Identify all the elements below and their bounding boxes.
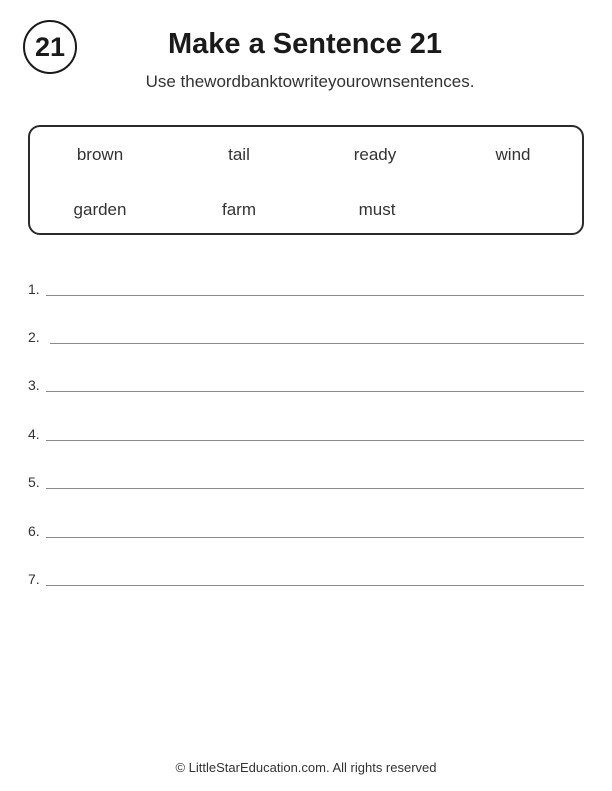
copyright-footer: © LittleStarEducation.com. All rights reserved <box>175 760 437 775</box>
page-title: Make a Sentence 21 <box>167 28 443 60</box>
answer-line-3[interactable] <box>28 377 584 401</box>
writing-line[interactable] <box>46 391 584 392</box>
answer-line-number: 6. <box>28 523 40 539</box>
writing-line[interactable] <box>46 488 584 489</box>
worksheet-number-badge: 21 <box>23 20 77 74</box>
answer-line-number: 5. <box>28 474 40 490</box>
writing-line[interactable] <box>46 440 584 441</box>
answer-line-2[interactable] <box>28 329 584 353</box>
word-bank-word: must <box>358 200 396 219</box>
answer-line-number: 7. <box>28 571 40 587</box>
writing-line[interactable] <box>46 537 584 538</box>
writing-line[interactable] <box>46 295 584 296</box>
word-bank-word: wind <box>495 145 531 164</box>
word-bank-word: ready <box>353 145 397 164</box>
answer-line-number: 1. <box>28 281 40 297</box>
answer-line-number: 2. <box>28 329 40 345</box>
word-bank-word: garden <box>73 200 127 219</box>
writing-line[interactable] <box>50 343 584 344</box>
answer-line-1[interactable] <box>28 281 584 305</box>
word-bank-word: tail <box>228 145 250 164</box>
answer-line-4[interactable] <box>28 426 584 450</box>
word-bank-word: farm <box>222 200 256 219</box>
answer-line-6[interactable] <box>28 523 584 547</box>
writing-line[interactable] <box>46 585 584 586</box>
answer-line-7[interactable] <box>28 571 584 595</box>
word-bank-word: brown <box>76 145 124 164</box>
answer-line-number: 4. <box>28 426 40 442</box>
instructions-text: Use thewordbanktowriteyourownsentences. <box>145 72 475 91</box>
answer-line-5[interactable] <box>28 474 584 498</box>
word-bank-box <box>28 125 584 235</box>
answer-line-number: 3. <box>28 377 40 393</box>
